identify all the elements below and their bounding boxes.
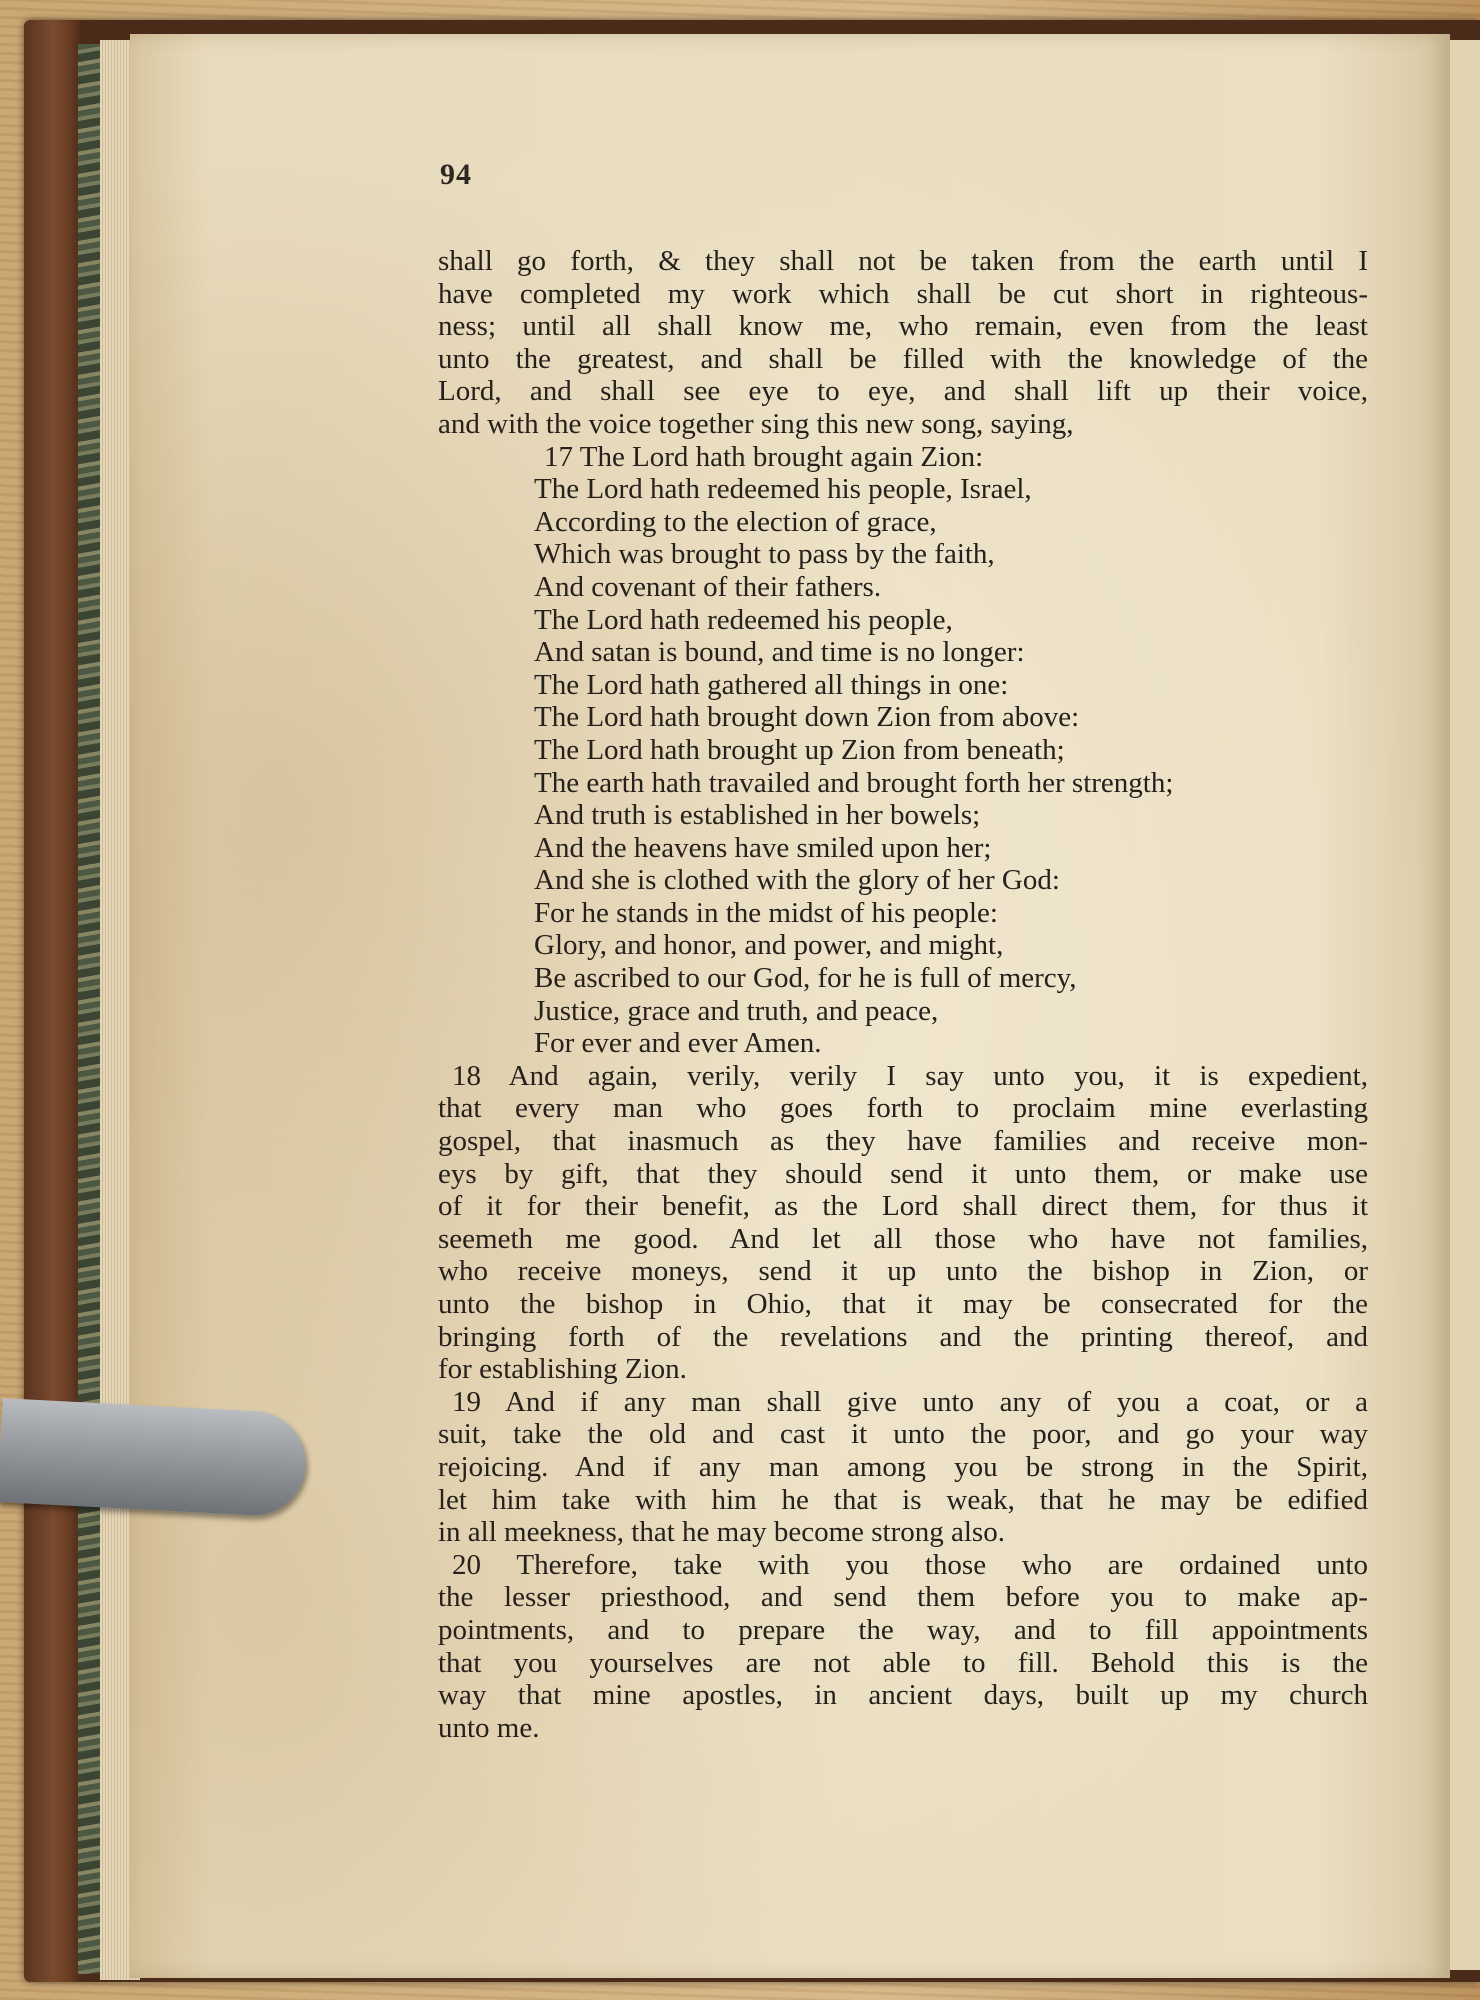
text-line: that every man who goes forth to proclaim mine everlasting: [438, 1092, 1368, 1125]
text-line: let him take with him he that is weak, that he may be edified: [438, 1483, 1368, 1516]
text-line: that you yourselves are not able to fill. Behold this is the: [438, 1646, 1368, 1679]
text-line: shall go forth, & they shall not be taken from the earth until I: [438, 245, 1368, 277]
text-line: for establishing Zion.: [438, 1353, 687, 1386]
text-line: The Lord hath brought down Zion from above:: [534, 701, 1080, 734]
text-line: The earth hath travailed and brought forth her strength;: [534, 766, 1174, 799]
page-holder-knife: [0, 1398, 308, 1518]
text-line: The Lord hath redeemed his people,: [534, 603, 953, 636]
text-line: who receive moneys, send it up unto the bishop in Zion, or: [438, 1255, 1368, 1288]
text-line: rejoicing. And if any man among you be strong in the Spirit,: [438, 1450, 1368, 1483]
text-line: 19 And if any man shall give unto any of you a coat, or a: [452, 1385, 1368, 1418]
text-line: unto the greatest, and shall be filled with the knowledge of the: [438, 342, 1368, 375]
text-line: way that mine apostles, in ancient days, built up my church: [438, 1679, 1368, 1712]
text-line: unto me.: [438, 1711, 540, 1744]
text-line: in all meekness, that he may become strong also.: [438, 1516, 1005, 1549]
text-line: seemeth me good. And let all those who have not families,: [438, 1222, 1368, 1255]
page-text-block: [438, 245, 1368, 1744]
text-line: of it for their benefit, as the Lord shall direct them, for thus it: [438, 1190, 1368, 1223]
text-line: and with the voice together sing this new song, saying,: [438, 407, 1074, 440]
text-line: unto the bishop in Ohio, that it may be consecrated for the: [438, 1288, 1368, 1320]
text-line: the lesser priesthood, and send them before you to make ap-: [438, 1581, 1368, 1614]
text-line: And satan is bound, and time is no longer:: [534, 636, 1025, 669]
text-line: 17 The Lord hath brought again Zion:: [544, 440, 984, 473]
text-line: For ever and ever Amen.: [534, 1027, 822, 1060]
text-line: Which was brought to pass by the faith,: [534, 538, 995, 571]
text-line: And the heavens have smiled upon her;: [534, 831, 992, 864]
text-line: According to the election of grace,: [534, 505, 937, 538]
text-line: gospel, that inasmuch as they have families and receive mon-: [438, 1125, 1368, 1158]
text-line: And covenant of their fathers.: [534, 570, 882, 603]
text-line: The Lord hath brought up Zion from beneath;: [534, 733, 1065, 766]
text-line: Glory, and honor, and power, and might,: [534, 929, 1004, 962]
text-line: Lord, and shall see eye to eye, and shall lift up their voice,: [438, 375, 1368, 408]
text-line: eys by gift, that they should send it unto them, or make use: [438, 1157, 1368, 1190]
text-line: Justice, grace and truth, and peace,: [534, 994, 939, 1027]
page-number: 94: [440, 158, 472, 191]
text-line: 18 And again, verily, verily I say unto you, it is expedient,: [452, 1059, 1368, 1092]
text-line: have completed my work which shall be cut short in righteous-: [438, 277, 1368, 310]
text-line: bringing forth of the revelations and the printing thereof, and: [438, 1320, 1368, 1353]
text-line: The Lord hath redeemed his people, Israel,: [534, 473, 1032, 506]
text-line: For he stands in the midst of his people:: [534, 896, 998, 929]
text-line: pointments, and to prepare the way, and to fill appointments: [438, 1613, 1368, 1646]
text-line: 20 Therefore, take with you those who are ordained unto: [452, 1548, 1368, 1581]
text-line: And truth is established in her bowels;: [534, 799, 981, 832]
text-line: And she is clothed with the glory of her God:: [534, 864, 1060, 897]
text-line: The Lord hath gathered all things in one:: [534, 668, 1009, 701]
facing-page-edge: [1450, 40, 1480, 1970]
text-line: Be ascribed to our God, for he is full of mercy,: [534, 962, 1077, 995]
text-line: suit, take the old and cast it unto the poor, and go your way: [438, 1418, 1368, 1451]
text-line: ness; until all shall know me, who remain, even from the least: [438, 310, 1368, 343]
